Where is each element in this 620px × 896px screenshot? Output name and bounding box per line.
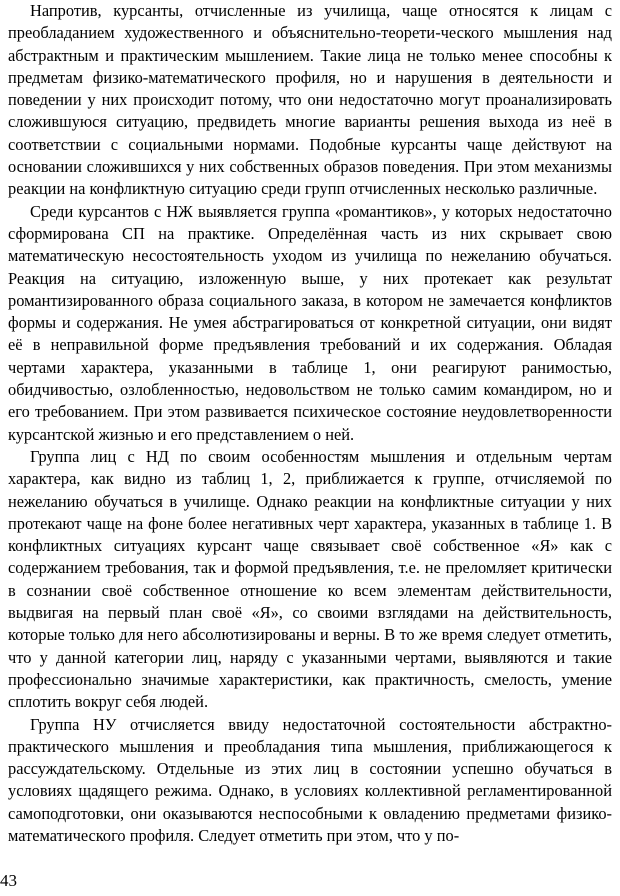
paragraph-2: Среди курсантов с НЖ выявляется группа «романтиков», у которых недостаточно сформирована СП на практике. Определённая часть из них скрывает свою математическую несостоятельность уходом из училища по нежеланию обучаться. Реакция на ситуацию, изложенную выше, у них протекает как результат романтизированного образа социального заказа, в котором не замечается конфликтов формы и содержания. Не умея абстрагироваться от конкретной ситуации, они видят её в неправильной форме предъявления требований и их содержания. Обладая чертами характера, указанными в таблице 1, они реагируют ранимостью, обидчивостью, озлобленностью, недовольством не только самим командиром, но и его требованием. При этом развивается психическое состояние неудовлетворенности курсантской жизнью и его представлением о ней.: [8, 201, 612, 444]
body-text: [8, 0, 612, 847]
paragraph-1: Напротив, курсанты, отчисленные из училища, чаще относятся к лицам с преобладанием художественного и объяснительно-теорети-ческого мышления над абстрактным и практическим мышлением. Такие лица не только менее способны к предметам физико-математического профиля, но и нарушения в деятельности и поведении у них происходит потому, что они недостаточно могут проанализировать сложившуюся ситуацию, предвидеть многие варианты решения выхода из неё в соответствии с социальными нормами. Подобные курсанты чаще действуют на основании сложившихся у них собственных образов поведения. При этом механизмы реакции на конфликтную ситуацию среди групп отчисленных несколько различные.: [8, 1, 612, 199]
paragraph-4: Группа НУ отчисляется ввиду недостаточной состоятельности абстрактно-практического мышления и преобладания типа мышления, приближающегося к рассуждательскому. Отдельные из этих лиц в состоянии успешно обучаться в условиях щадящего режима. Однако, в условиях коллективной регламентированной самоподготовки, они оказываются неспособными к овладению предметами физико-математического профиля. Следует отметить при этом, что у по-: [8, 714, 612, 845]
paragraph-3: Группа лиц с НД по своим особенностям мышления и отдельным чертам характера, как видно из таблиц 1, 2, приближается к группе, отчисляемой по нежеланию обучаться в училище. Однако реакции на конфликтные ситуации у них протекают чаще на фоне более негативных черт характера, указанных в таблице 1. В конфликтных ситуациях курсант чаще связывает своё собственное «Я» как с содержанием требования, так и формой предъявления, т.е. не преломляет критически в сознании своё собственное отношение ко всем элементам действительности, выдвигая на первый план своё «Я», со своими взглядами на действительность, которые только для него абсолютизированы и верны. В то же время следует отметить, что у данной категории лиц, наряду с указанными чертами, выявляются и такие профессионально значимые характеристики, как практичность, смелость, умение сплотить вокруг себя людей.: [8, 446, 612, 712]
page-number: 43: [0, 871, 17, 890]
